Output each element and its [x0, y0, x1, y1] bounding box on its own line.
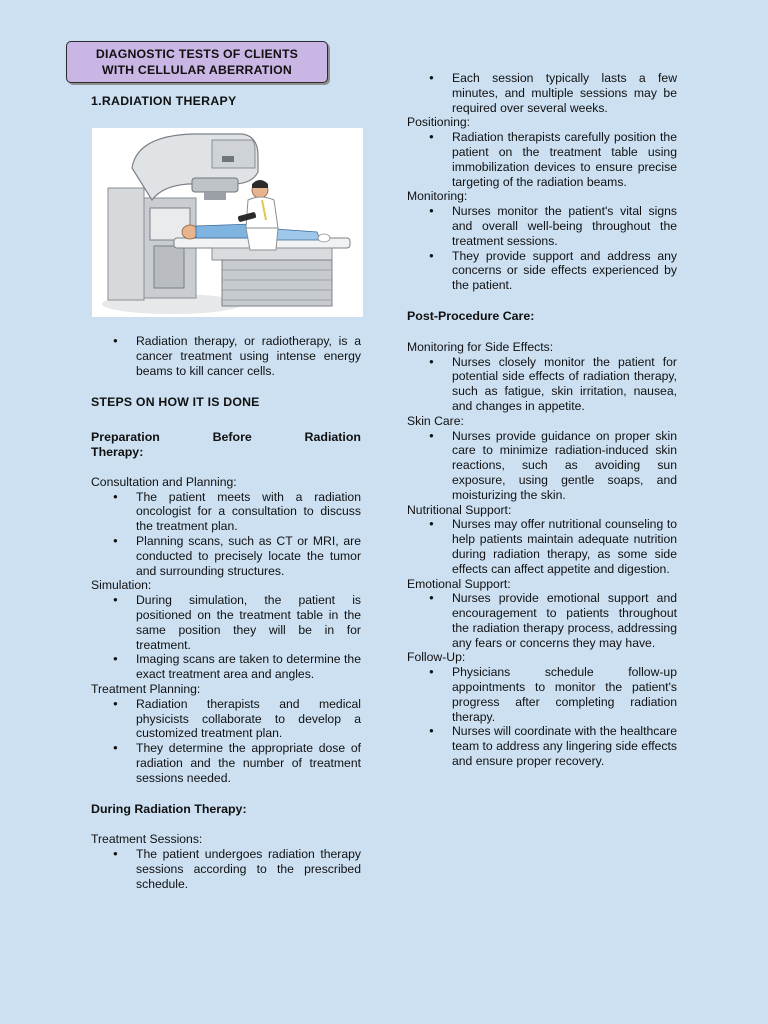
post-heading: Post-Procedure Care:: [407, 308, 535, 323]
sessions-label: Treatment Sessions:: [91, 832, 203, 847]
list-item: ● Nurses may offer nutritional counseling to help patients maintain adequate nutrition during radiation therapy, as some side effects can affect appetite and digestion.: [452, 517, 677, 576]
right-column: [407, 71, 677, 769]
nutrition-label: Nutritional Support:: [407, 502, 512, 517]
emotional-label: Emotional Support:: [407, 576, 511, 591]
radiation-machine-illustration: [92, 128, 363, 317]
left-column: [91, 334, 361, 892]
preparation-heading: Preparation Before Radiation: [91, 430, 361, 445]
list-item: ● The patient meets with a radiation oncologist for a consultation to discuss the treatment plan.: [136, 490, 361, 534]
simulation-label: Simulation:: [91, 578, 152, 593]
planning-label: Treatment Planning:: [91, 681, 201, 696]
list-item: ● The patient undergoes radiation therapy sessions according to the prescribed schedule.: [136, 847, 361, 891]
list-item: ● Each session typically lasts a few minutes, and multiple sessions may be required over several weeks.: [452, 71, 677, 115]
list-item: ● Imaging scans are taken to determine the exact treatment area and angles.: [136, 652, 361, 682]
list-item: ● Nurses closely monitor the patient for potential side effects of radiation therapy, such as fatigue, skin irritation, nausea, and changes in appetite.: [452, 355, 677, 414]
preparation-heading-line2: Therapy:: [91, 444, 144, 459]
list-item: ● They provide support and address any concerns or side effects experienced by the patient.: [452, 249, 677, 293]
title-line-2: WITH CELLULAR ABERRATION: [102, 63, 292, 77]
list-item: ● Radiation therapists carefully position the patient on the treatment table using immobilization devices to ensure precise targeting of the radiation beams.: [452, 130, 677, 189]
document-title-box: [66, 41, 328, 83]
steps-heading: STEPS ON HOW IT IS DONE: [91, 395, 260, 410]
side-effects-label: Monitoring for Side Effects:: [407, 339, 554, 354]
list-item: ● Planning scans, such as CT or MRI, are conducted to precisely locate the tumor and surrounding structures.: [136, 534, 361, 578]
positioning-label: Positioning:: [407, 115, 471, 130]
intro-item: ● Radiation therapy, or radiotherapy, is a cancer treatment using intense energy beams to kill cancer cells.: [136, 334, 361, 378]
consultation-label: Consultation and Planning:: [91, 474, 237, 489]
list-item: ● Radiation therapists and medical physicists collaborate to develop a customized treatment plan.: [136, 697, 361, 741]
list-item: ● They determine the appropriate dose of radiation and the number of treatment sessions needed.: [136, 741, 361, 785]
list-item: ● Nurses will coordinate with the healthcare team to address any lingering side effects and ensure proper recovery.: [452, 724, 677, 768]
list-item: ● Nurses provide guidance on proper skin care to minimize radiation-induced skin reactions, such as avoiding sun exposure, using gentle soaps, and moisturizing the skin.: [452, 429, 677, 503]
section-heading: 1.RADIATION THERAPY: [91, 94, 237, 108]
monitoring-label: Monitoring:: [407, 189, 468, 204]
title-line-1: DIAGNOSTIC TESTS OF CLIENTS: [95, 47, 299, 61]
skin-care-label: Skin Care:: [407, 413, 464, 428]
followup-label: Follow-Up:: [407, 650, 466, 665]
during-heading: During Radiation Therapy:: [91, 801, 247, 816]
list-item: ● During simulation, the patient is positioned on the treatment table in the same position they will be in for treatment.: [136, 593, 361, 652]
list-item: ● Physicians schedule follow-up appointments to monitor the patient's progress after completing radiation therapy.: [452, 665, 677, 724]
list-item: ● Nurses provide emotional support and encouragement to patients throughout the radiation therapy process, addressing any fears or concerns they may have.: [452, 591, 677, 650]
list-item: ● Nurses monitor the patient's vital signs and overall well-being throughout the treatment sessions.: [452, 204, 677, 248]
